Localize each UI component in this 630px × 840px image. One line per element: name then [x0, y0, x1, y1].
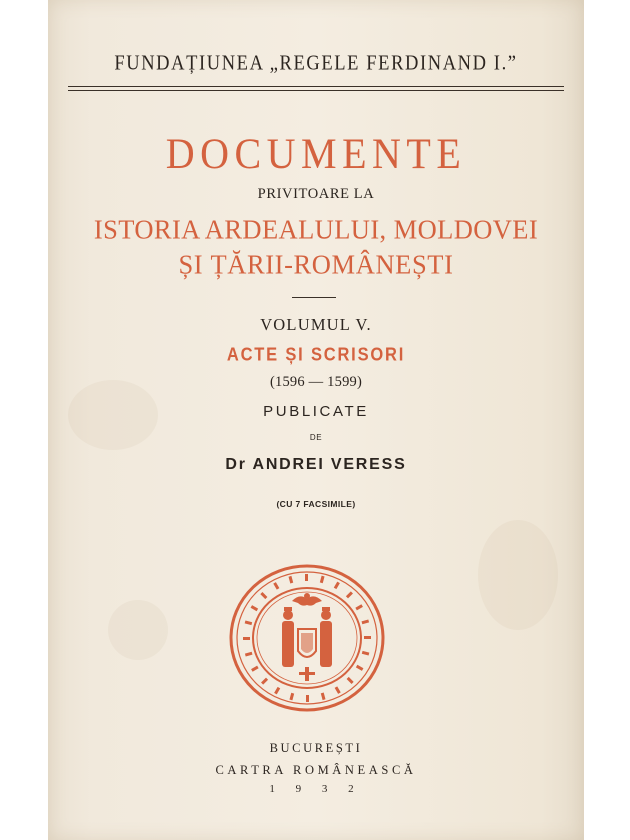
by-label: DE — [309, 433, 323, 442]
section-divider — [292, 297, 336, 298]
title-page — [48, 0, 584, 840]
author-name: ANDREI VERESS — [252, 456, 407, 473]
volume-name: ACTE ȘI SCRISORI — [226, 345, 406, 365]
subject-line-2: ȘI ȚĂRII-ROMÂNEȘTI — [178, 248, 454, 280]
relating-text: PRIVITOARE LA — [257, 186, 375, 202]
main-title: DOCUMENTE — [165, 129, 467, 178]
author-title: Dr — [225, 456, 247, 473]
subject-line-1: ISTORIA ARDEALULUI, MOLDOVEI — [93, 213, 539, 245]
author — [48, 456, 584, 474]
imprint-city: BUCUREȘTI — [269, 741, 363, 755]
royal-seal-icon — [228, 563, 386, 713]
volume-years: (1596 — 1599) — [269, 374, 362, 390]
facsimiles-note: (CU 7 FACSIMILE) — [276, 499, 356, 509]
published-label: PUBLICATE — [263, 403, 369, 420]
foundation-header: FUNDAȚIUNEA „REGELE FERDINAND I.” — [114, 52, 518, 76]
imprint-publisher: CARTRA ROMÂNEASCĂ — [215, 763, 417, 777]
header-double-rule — [68, 86, 564, 91]
volume-number: VOLUMUL V. — [260, 315, 372, 334]
imprint-year: 1 9 3 2 — [269, 783, 363, 795]
